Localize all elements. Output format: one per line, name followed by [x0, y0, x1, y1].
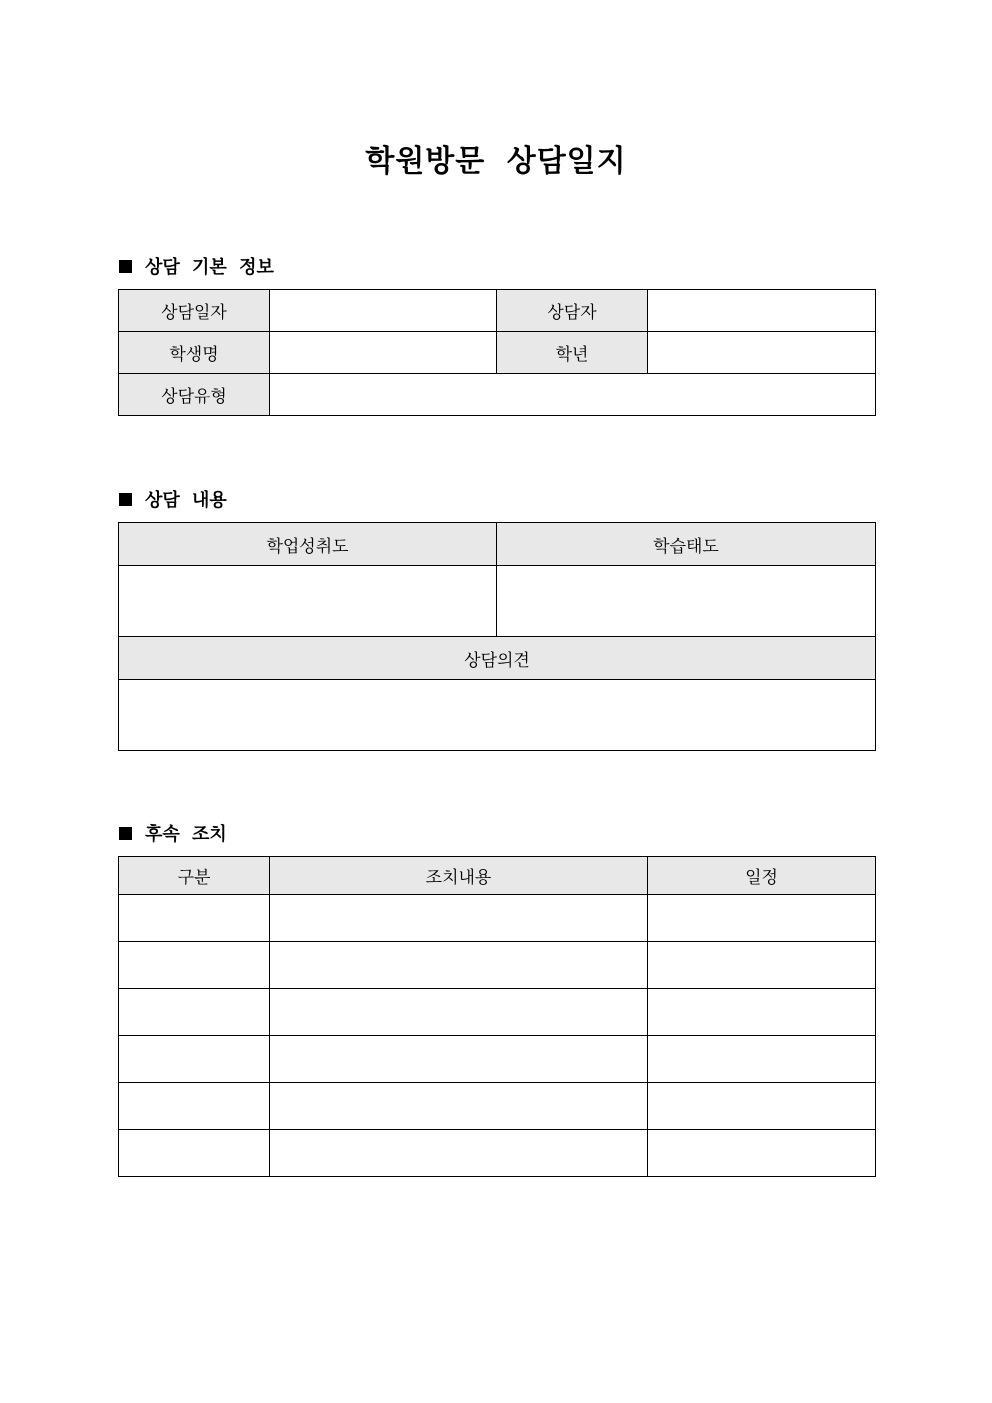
- cell-schedule[interactable]: [648, 989, 876, 1036]
- table-row: [119, 566, 876, 637]
- cell-action[interactable]: [270, 1130, 648, 1177]
- section-heading-consult-content: [119, 486, 227, 512]
- square-bullet-icon: [119, 260, 132, 273]
- label-achievement: 학업성취도: [119, 523, 497, 566]
- label-opinion: 상담의견: [119, 637, 876, 680]
- label-consult-date: 상담일자: [119, 290, 270, 332]
- table-row: [119, 290, 876, 332]
- section-heading-followup: [119, 820, 227, 846]
- consult-content-table: [118, 522, 876, 751]
- cell-action[interactable]: [270, 942, 648, 989]
- cell-category[interactable]: [119, 1130, 270, 1177]
- field-consult-date[interactable]: [270, 290, 497, 332]
- basic-info-table: [118, 289, 876, 416]
- cell-category[interactable]: [119, 942, 270, 989]
- section-heading-text: 상담 기본 정보: [145, 257, 274, 278]
- cell-category[interactable]: [119, 1036, 270, 1083]
- square-bullet-icon: [119, 827, 132, 840]
- cell-action[interactable]: [270, 895, 648, 942]
- section-heading-text: 후속 조치: [145, 824, 227, 845]
- field-achievement[interactable]: [119, 566, 497, 637]
- square-bullet-icon: [119, 493, 132, 506]
- label-student-name: 학생명: [119, 332, 270, 374]
- cell-schedule[interactable]: [648, 942, 876, 989]
- label-consult-type: 상담유형: [119, 374, 270, 416]
- table-row: [119, 523, 876, 566]
- table-header-row: [119, 857, 876, 895]
- cell-action[interactable]: [270, 989, 648, 1036]
- label-counselor: 상담자: [497, 290, 648, 332]
- table-row: [119, 1036, 876, 1083]
- section-heading-basic-info: [119, 253, 274, 279]
- cell-schedule[interactable]: [648, 895, 876, 942]
- table-row: [119, 332, 876, 374]
- label-attitude: 학습태도: [497, 523, 876, 566]
- table-row: [119, 1083, 876, 1130]
- field-counselor[interactable]: [648, 290, 876, 332]
- cell-action[interactable]: [270, 1036, 648, 1083]
- column-header-category: 구분: [119, 857, 270, 895]
- field-student-name[interactable]: [270, 332, 497, 374]
- column-header-action: 조치내용: [270, 857, 648, 895]
- cell-schedule[interactable]: [648, 1130, 876, 1177]
- field-consult-type[interactable]: [270, 374, 876, 416]
- table-row: [119, 1130, 876, 1177]
- table-row: [119, 680, 876, 751]
- table-row: [119, 942, 876, 989]
- table-row: [119, 895, 876, 942]
- label-grade: 학년: [497, 332, 648, 374]
- column-header-schedule: 일정: [648, 857, 876, 895]
- cell-action[interactable]: [270, 1083, 648, 1130]
- table-row: [119, 637, 876, 680]
- table-row: [119, 374, 876, 416]
- field-attitude[interactable]: [497, 566, 876, 637]
- page-title: 학원방문 상담일지: [365, 144, 627, 179]
- table-row: [119, 989, 876, 1036]
- cell-schedule[interactable]: [648, 1083, 876, 1130]
- cell-schedule[interactable]: [648, 1036, 876, 1083]
- cell-category[interactable]: [119, 989, 270, 1036]
- section-heading-text: 상담 내용: [145, 490, 227, 511]
- cell-category[interactable]: [119, 1083, 270, 1130]
- field-grade[interactable]: [648, 332, 876, 374]
- field-opinion[interactable]: [119, 680, 876, 751]
- cell-category[interactable]: [119, 895, 270, 942]
- followup-table: [118, 856, 876, 1177]
